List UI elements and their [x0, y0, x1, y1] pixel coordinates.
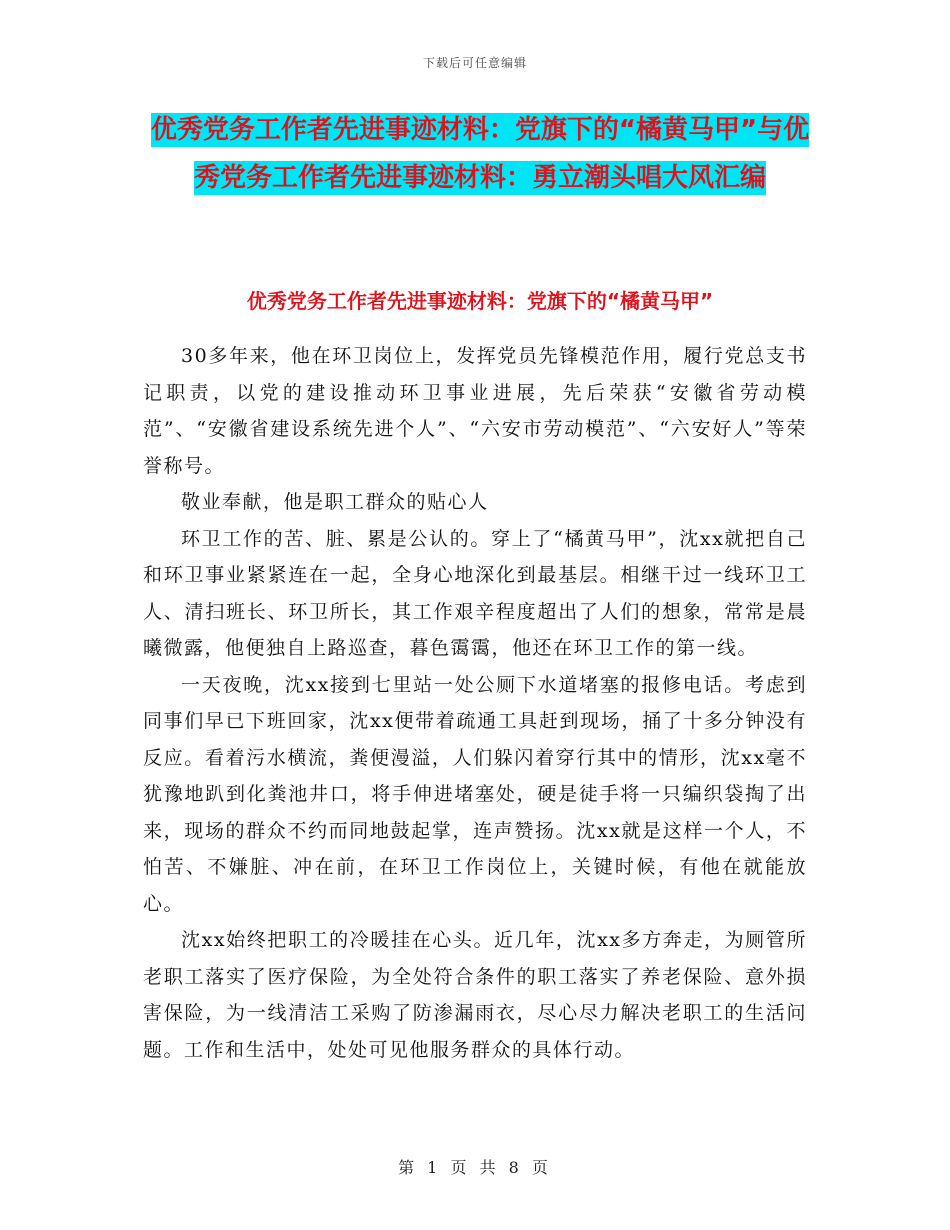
- header-note: 下载后可任意编辑: [422, 56, 527, 70]
- document-title: [140, 106, 820, 202]
- section-title: 优秀党务工作者先进事迹材料：党旗下的“橘黄马甲”: [246, 289, 714, 313]
- paragraph: 环卫工作的苦、脏、累是公认的。穿上了“橘黄马甲”，沈xx就把自己和环卫事业紧紧连在一起，全身心地深化到最基层。相继干过一线环卫工人、清扫班长、环卫所长，其工作艰辛程度超出了人们的想象，常常是晨曦微露，他便独自上路巡查，暮色霭霭，他还在环卫工作的第一线。: [143, 527, 807, 659]
- body-text: [143, 338, 807, 1068]
- paragraph: 沈xx始终把职工的冷暖挂在心头。近几年，沈xx多方奔走，为厕管所老职工落实了医疗保险，为全处符合条件的职工落实了养老保险、意外损害保险，为一线清洁工采购了防渗漏雨衣，尽心尽力解决老职工的生活问题。工作和生活中，处处可见他服务群众的具体行动。: [143, 929, 807, 1061]
- page-number-footer: 第 1 页 共 8 页: [398, 1158, 552, 1177]
- paragraph: 一天夜晚，沈xx接到七里站一处公厕下水道堵塞的报修电话。考虑到同事们早已下班回家，沈xx便带着疏通工具赶到现场，捅了十多分钟没有反应。看着污水横流，粪便漫溢，人们躲闪着穿行其中的情形，沈xx毫不犹豫地趴到化粪池井口，将手伸进堵塞处，硬是徒手将一只编织袋掏了出来，现场的群众不约而同地鼓起掌，连声赞扬。沈xx就是这样一个人，不怕苦、不嫌脏、冲在前，在环卫工作岗位上，关键时候，有他在就能放心。: [143, 673, 807, 915]
- paragraph-subheading: 敬业奉献，他是职工群众的贴心人: [181, 491, 489, 513]
- document-title-text: 优秀党务工作者先进事迹材料：党旗下的“橘黄马甲”与优秀党务工作者先进事迹材料：勇立潮头唱大风汇编: [150, 115, 810, 193]
- paragraph: 30多年来，他在环卫岗位上，发挥党员先锋模范作用，履行党总支书记职责，以党的建设推动环卫事业进展，先后荣获“安徽省劳动模范”、“安徽省建设系统先进个人”、“六安市劳动模范”、“六安好人”等荣誉称号。: [143, 345, 807, 477]
